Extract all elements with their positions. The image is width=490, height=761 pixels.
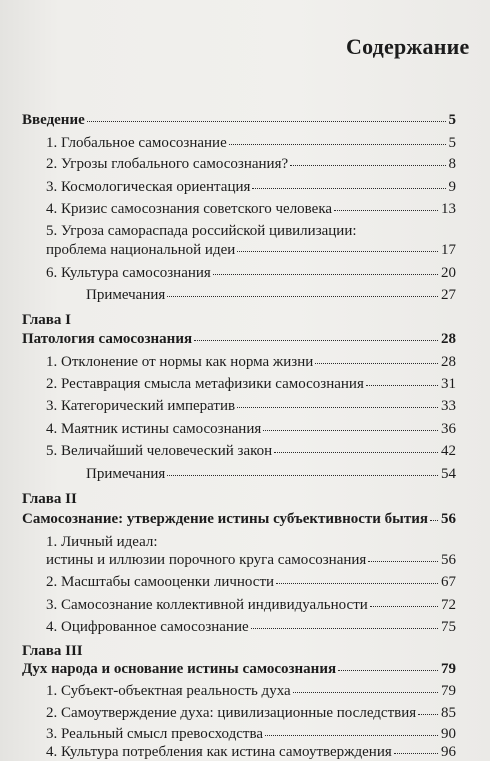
toc-entry[interactable]: 1. Субъект-объектная реальность духа 79	[46, 683, 456, 699]
toc-entry[interactable]: 4. Оцифрованное самосознание 75	[46, 619, 456, 635]
toc-entry[interactable]: 3. Реальный смысл превосходства 90	[46, 726, 456, 742]
toc-entry[interactable]: 2. Реставрация смысла метафизики самосознания 31	[46, 376, 456, 392]
toc-entry-chapter-title[interactable]: Дух народа и основание истины самосознания 79	[22, 661, 456, 677]
toc-entry[interactable]: 4. Маятник истины самосознания 36	[46, 421, 456, 437]
toc-entry-chapter-title[interactable]: Самосознание: утверждение истины субъективности бытия 56	[22, 511, 456, 527]
toc-entry[interactable]: 2. Самоутверждение духа: цивилизационные последствия 85	[46, 705, 456, 721]
toc-entry[interactable]: 2. Угрозы глобального самосознания? 8	[46, 156, 456, 172]
toc-entry[interactable]: 5. Величайший человеческий закон 42	[46, 443, 456, 459]
dot-leader	[87, 121, 446, 122]
toc-entry-label-line1: 5. Угроза самораспада российской цивилизации:	[46, 223, 357, 239]
chapter-heading: Глава I	[22, 312, 71, 328]
toc-entry[interactable]: 1. Отклонение от нормы как норма жизни 28	[46, 354, 456, 370]
toc-entry[interactable]: истины и иллюзии порочного круга самосознания 56	[46, 552, 456, 568]
toc-entry-notes[interactable]: Примечания 27	[86, 287, 456, 303]
chapter-heading: Глава II	[22, 491, 77, 507]
toc-entry[interactable]: проблема национальной идеи 17	[46, 242, 456, 258]
toc-entry[interactable]: 3. Самосознание коллективной индивидуальности 72	[46, 597, 456, 613]
toc-entry[interactable]: 3. Космологическая ориентация 9	[46, 179, 456, 195]
toc-entry[interactable]: 2. Масштабы самооценки личности 67	[46, 574, 456, 590]
toc-entry-notes[interactable]: Примечания 54	[86, 466, 456, 482]
toc-entry-label: Введение	[22, 112, 85, 128]
toc-entry-label-line1: 1. Личный идеал:	[46, 534, 158, 550]
toc-page-number: 5	[448, 112, 456, 128]
chapter-heading: Глава III	[22, 643, 83, 659]
toc-entry[interactable]: 3. Категорический императив 33	[46, 398, 456, 414]
toc-entry[interactable]: 4. Культура потребления как истина самоутверждения 96	[46, 744, 456, 760]
page-title: Содержание	[346, 34, 470, 59]
toc-entry[interactable]: 4. Кризис самосознания советского человека 13	[46, 201, 456, 217]
toc-entry-intro[interactable]	[22, 112, 456, 129]
toc-entry[interactable]: 1. Глобальное самосознание 5	[46, 135, 456, 151]
toc-entry[interactable]: 6. Культура самосознания 20	[46, 265, 456, 281]
toc-entry-chapter-title[interactable]: Патология самосознания 28	[22, 331, 456, 347]
